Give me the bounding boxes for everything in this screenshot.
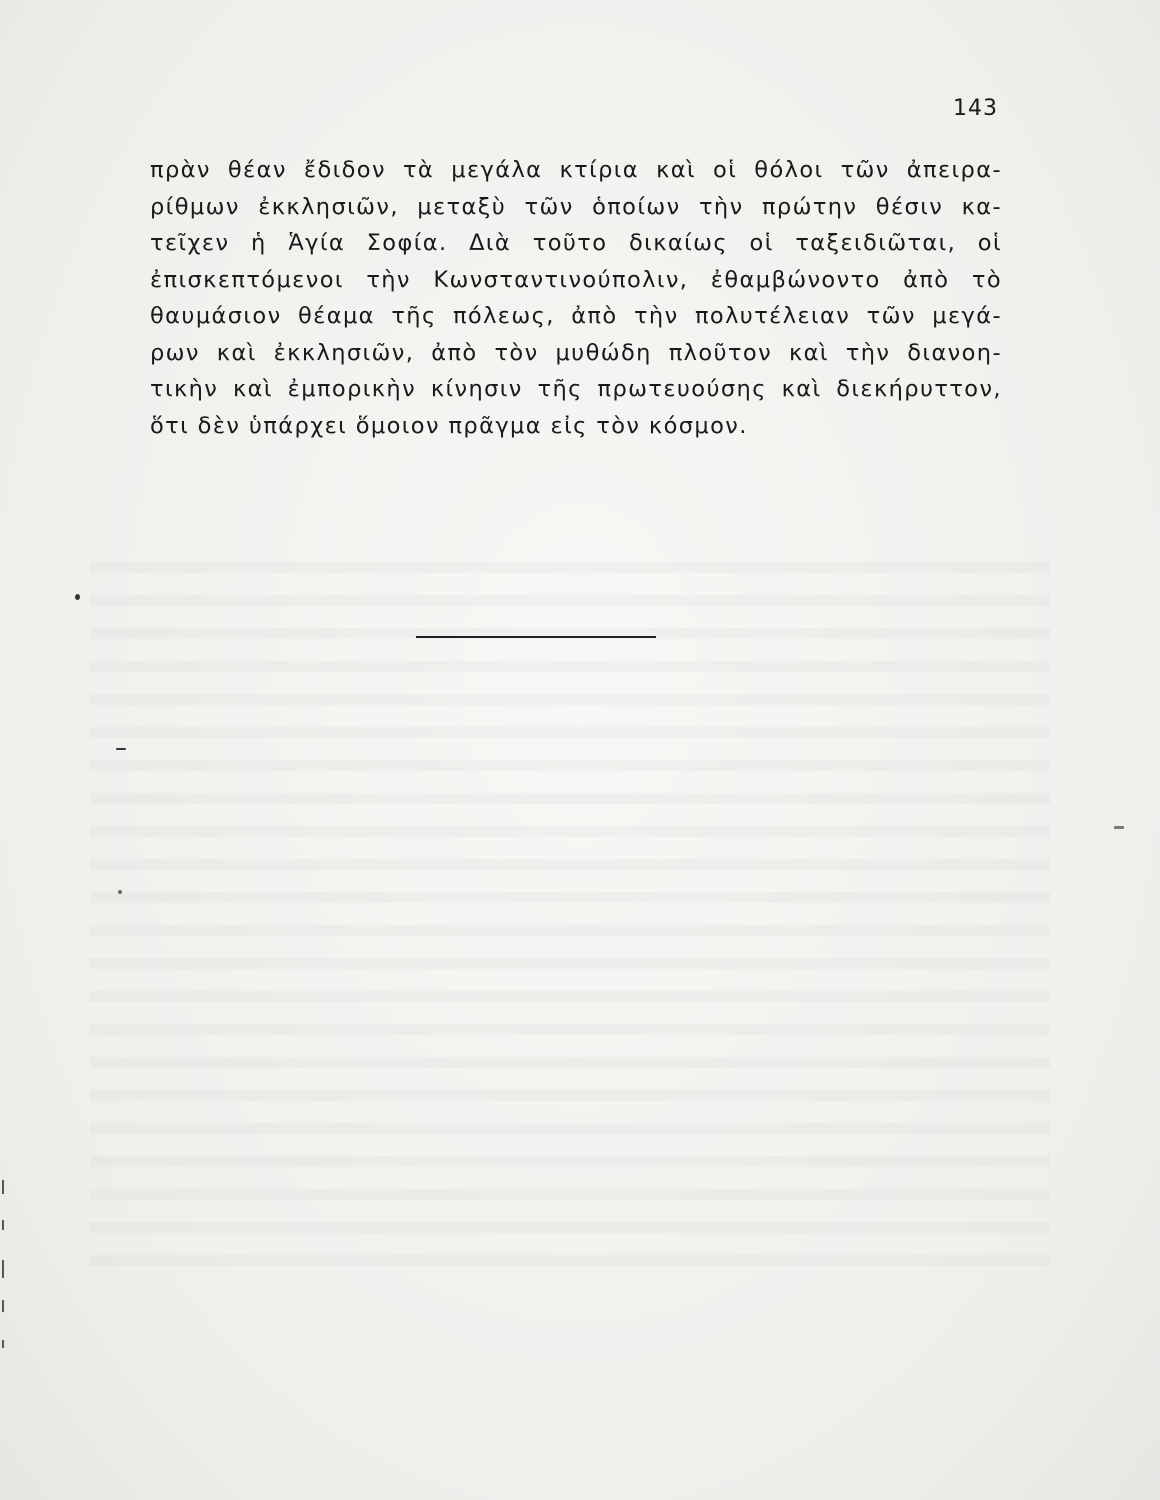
page-edge-mark xyxy=(2,1300,4,1312)
text-line: ρίθμων ἐκκλησιῶν, μεταξὺ τῶν ὁποίων τὴν πρώτην θέσιν κα- xyxy=(150,193,1002,220)
page-edge-mark xyxy=(2,1180,4,1194)
page-edge-mark xyxy=(2,1260,4,1278)
page-edge-mark xyxy=(2,1340,4,1348)
text-line: πρὰν θέαν ἔδιδον τὰ μεγάλα κτίρια καὶ οἱ θόλοι τῶν ἀπειρα- xyxy=(150,157,1002,183)
ink-speck xyxy=(116,748,126,750)
section-end-rule xyxy=(416,636,656,638)
ink-speck xyxy=(75,594,80,600)
text-line: ρων καὶ ἐκκλησιῶν, ἀπὸ τὸν μυθώδη πλοῦτον καὶ τὴν διανοη- xyxy=(150,339,1002,366)
text-line: τικὴν καὶ ἐμπορικὴν κίνησιν τῆς πρωτευούσης καὶ διεκήρυττον, xyxy=(150,376,1002,402)
paragraph xyxy=(150,152,1002,444)
text-line: θαυμάσιον θέαμα τῆς πόλεως, ἀπὸ τὴν πολυτέλειαν τῶν μεγά- xyxy=(150,303,1002,329)
text-line-last: ὅτι δὲν ὑπάρχει ὅμοιον πρᾶγμα εἰς τὸν κόσμον. xyxy=(150,412,748,439)
ink-speck xyxy=(1114,826,1124,829)
page-number: 143 xyxy=(953,96,998,121)
page-edge-mark xyxy=(2,1220,4,1230)
text-line: ἐπισκεπτόμενοι τὴν Κωνσταντινούπολιν, ἐθαμβώνοντο ἀπὸ τὸ xyxy=(150,266,1002,293)
text-line: τεῖχεν ἡ Ἁγία Σοφία. Διὰ τοῦτο δικαίως οἱ ταξειδιῶται, οἱ xyxy=(150,230,1002,256)
ink-speck xyxy=(118,890,122,894)
reverse-page-show-through xyxy=(90,540,1050,1270)
